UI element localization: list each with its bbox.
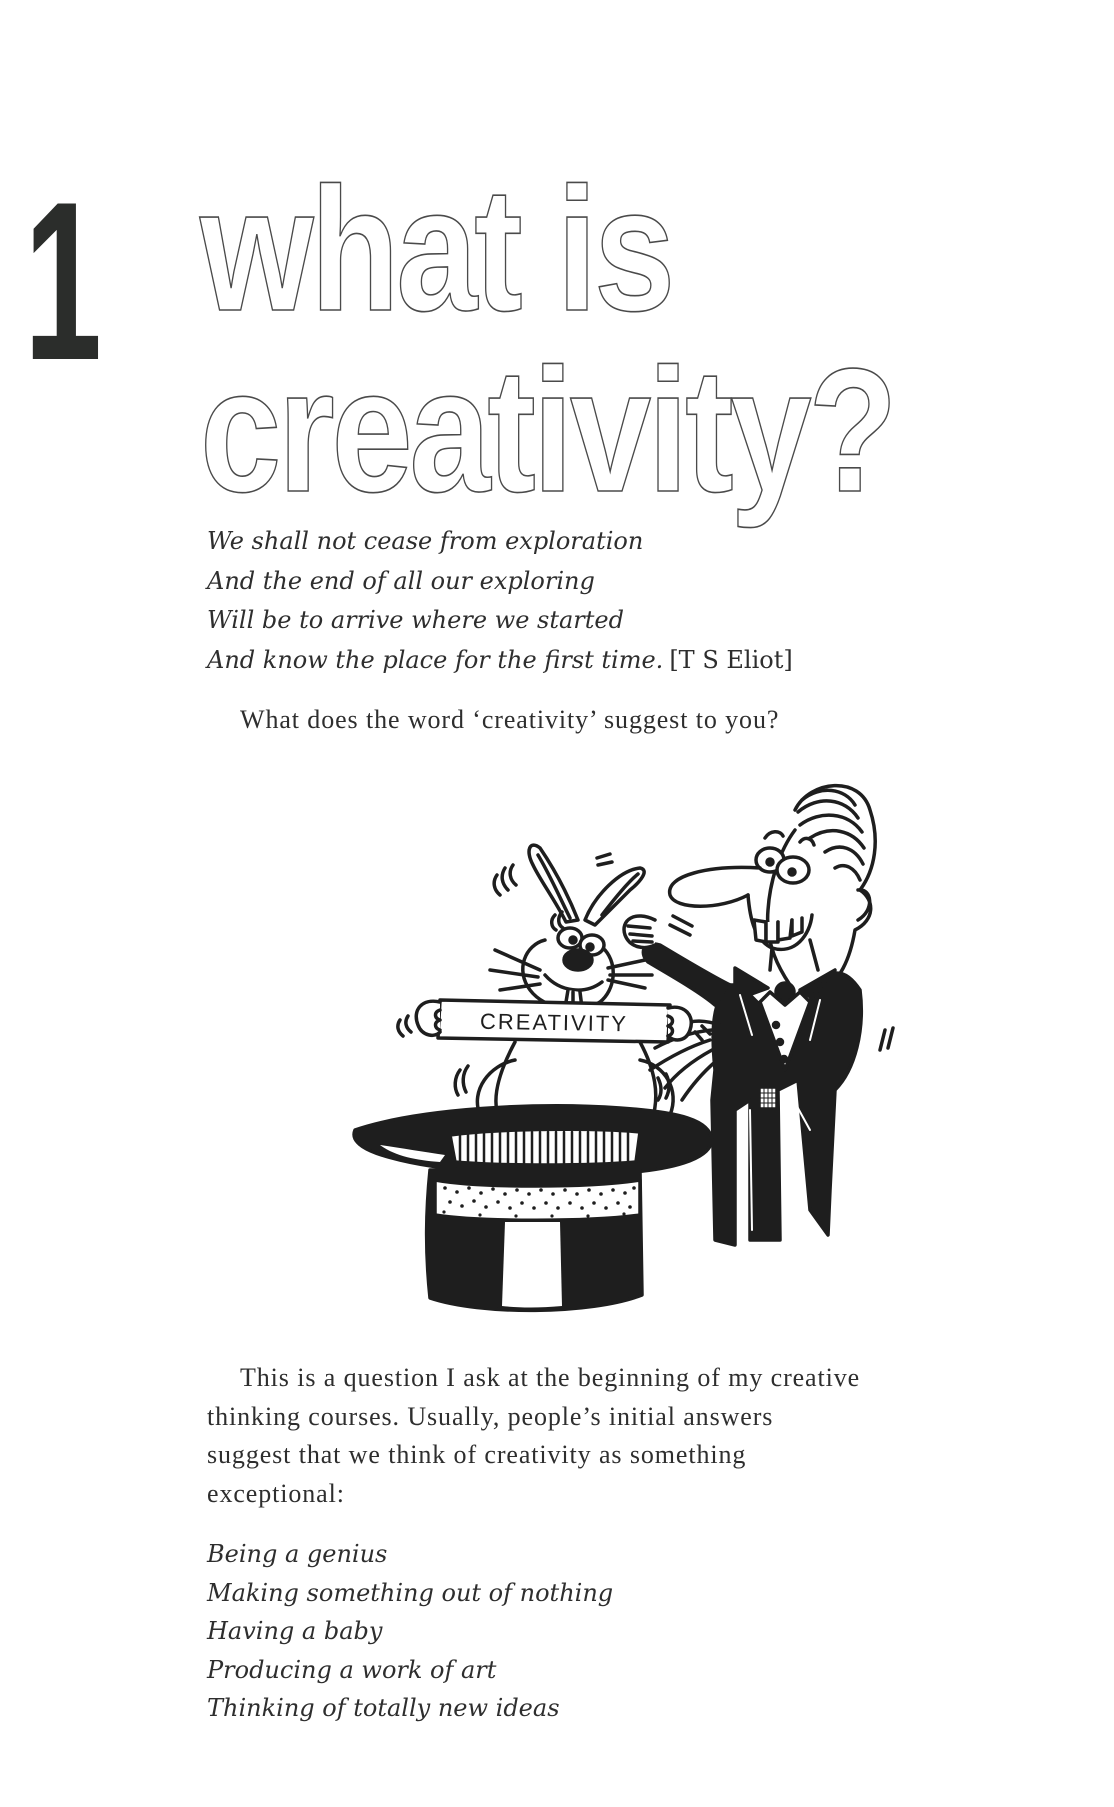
epigraph [207,522,793,680]
chapter-title-line-2: creativity? [200,333,895,529]
list-item: Being a genius [207,1540,388,1568]
list-item: Thinking of totally new ideas [207,1694,560,1722]
epigraph-line: We shall not cease from exploration [207,527,644,555]
epigraph-line: Will be to arrive where we started [207,606,624,634]
paragraph-line: exceptional: [207,1478,345,1508]
epigraph-line-last [207,641,793,681]
magician-illustration [340,770,900,1315]
body-paragraph [207,1359,1027,1513]
chapter-title [200,152,895,529]
chapter-title-line-1: what is [200,152,672,348]
epigraph-line: And the end of all our exploring [207,566,595,595]
paragraph-line: thinking courses. Usually, people’s initial answers [207,1401,774,1431]
epigraph-line-text: And know the place for the first time. [207,645,664,674]
list-item: Having a baby [207,1617,383,1645]
paragraph-line: suggest that we think of creativity as something [207,1440,747,1469]
paragraph-line: This is a question I ask at the beginning of my creative [240,1363,861,1392]
list-item: Producing a work of art [207,1655,497,1684]
banner-text: CREATIVITY [479,1008,629,1037]
list-item: Making something out of nothing [207,1578,614,1607]
epigraph-attribution: [T S Eliot] [669,645,793,674]
creativity-examples-list [207,1535,613,1728]
chapter-number: 1 [24,154,102,407]
question-text: What does the word ‘creativity’ suggest to you? [240,705,780,734]
magician-rabbit-hat-icon [340,770,900,1315]
